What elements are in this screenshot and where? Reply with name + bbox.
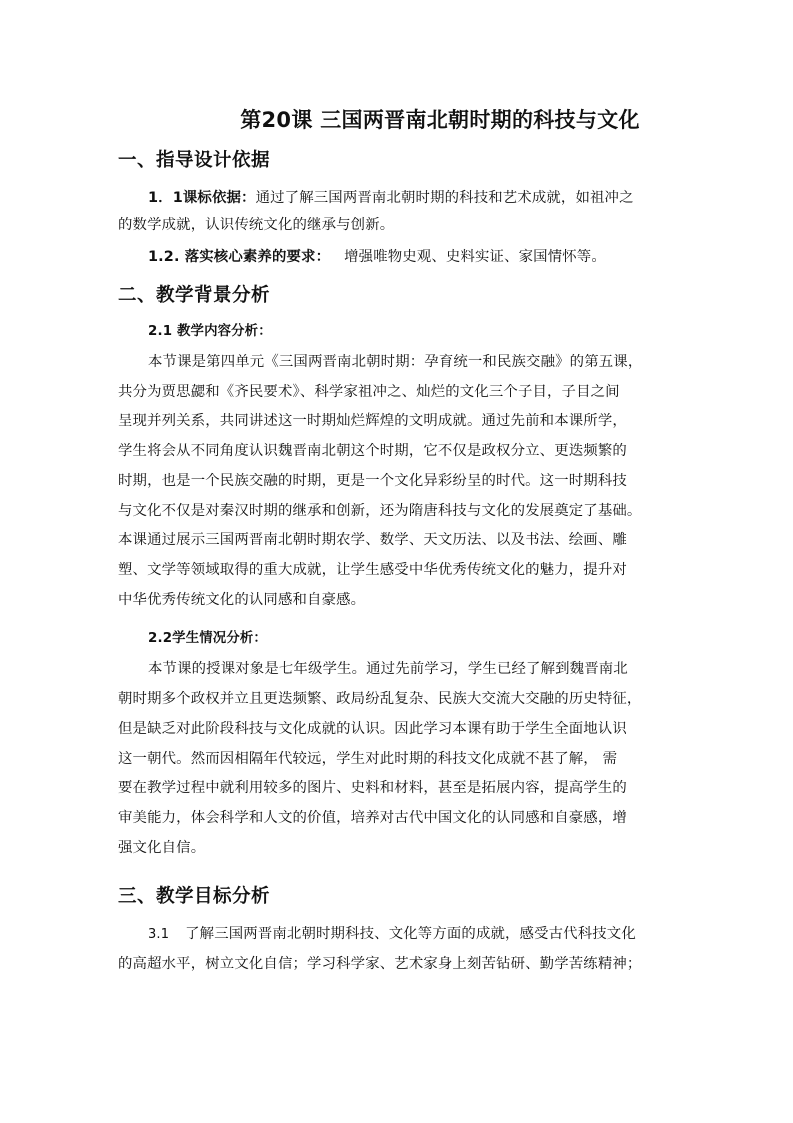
- subheading-student-analysis: 2.2学生情况分析：: [148, 631, 267, 646]
- objective-text: 了解三国两晋南北朝时期科技、文化等方面的成就，感受古代科技文化: [185, 926, 636, 942]
- standard-basis-line-1: [148, 186, 708, 207]
- paragraph-line: 朝时期多个政权并立且更迭频繁、政局纷乱复杂、民族大交流大交融的历史特征，: [118, 691, 642, 707]
- section-heading-3: 三、教学目标分析: [118, 886, 271, 907]
- standard-basis-label: 1．1课标依据：: [148, 190, 256, 206]
- page-title: 第20课 三国两晋南北朝时期的科技与文化: [240, 108, 640, 132]
- paragraph-line: 但是缺乏对此阶段科技与文化成就的认识。因此学习本课有助于学生全面地认识: [118, 721, 627, 737]
- subheading-content-analysis: 2.1 教学内容分析：: [148, 324, 272, 339]
- paragraph-line: 本课通过展示三国两晋南北朝时期农学、数学、天文历法、以及书法、绘画、雕: [118, 532, 627, 548]
- paragraph-line: 要在教学过程中就利用较多的图片、史料和材料，甚至是拓展内容，提高学生的: [118, 780, 627, 796]
- section-heading-1: 一、指导设计依据: [118, 150, 271, 171]
- paragraph-line: 本节课是第四单元《三国两晋南北朝时期：孕育统一和民族交融》的第五课，: [148, 354, 643, 370]
- paragraph-line: 学生将会从不同角度认识魏晋南北朝这个时期，它不仅是政权分立、更迭频繁的: [118, 443, 627, 459]
- paragraph-line: 时期，也是一个民族交融的时期，更是一个文化异彩纷呈的时代。这一时期科技: [118, 473, 627, 489]
- paragraph-line: 强文化自信。: [118, 840, 206, 856]
- paragraph-line: 审美能力，体会科学和人文的价值，培养对古代中国文化的认同感和自豪感，增: [118, 810, 627, 826]
- paragraph-line: 塑、文学等领域取得的重大成就，让学生感受中华优秀传统文化的魅力，提升对: [118, 562, 627, 578]
- section-heading-2: 二、教学背景分析: [118, 285, 271, 306]
- core-literacy-text: 增强唯物史观、史料实证、家国情怀等。: [344, 249, 606, 265]
- core-literacy-label: 1.2. 落实核心素养的要求：: [148, 249, 331, 265]
- paragraph-line: 与文化不仅是对秦汉时期的继承和创新，还为隋唐科技与文化的发展奠定了基础。: [118, 503, 642, 519]
- standard-basis-text: 通过了解三国两晋南北朝时期的科技和艺术成就，如祖冲之: [255, 190, 634, 206]
- paragraph-line: 共分为贾思勰和《齐民要术》、科学家祖冲之、灿烂的文化三个子目，子目之间: [118, 384, 620, 400]
- objective-line-1: [148, 922, 708, 943]
- objective-line-2: 的高超水平，树立文化自信；学习科学家、艺术家身上刻苦钻研、勤学苦练精神；: [118, 956, 642, 972]
- paragraph-line: 呈现并列关系，共同讲述这一时期灿烂辉煌的文明成就。通过先前和本课所学，: [118, 413, 627, 429]
- core-literacy-line: [148, 245, 708, 266]
- paragraph-line: 本节课的授课对象是七年级学生。通过先前学习，学生已经了解到魏晋南北: [148, 661, 628, 677]
- paragraph-line: 这一朝代。然而因相隔年代较远，学生对此时期的科技文化成就不甚了解， 需: [118, 751, 618, 767]
- standard-basis-line-2: 的数学成就，认识传统文化的继承与创新。: [118, 217, 395, 233]
- objective-number: 3.1: [148, 927, 170, 942]
- paragraph-line: 中华优秀传统文化的认同感和自豪感。: [118, 592, 366, 608]
